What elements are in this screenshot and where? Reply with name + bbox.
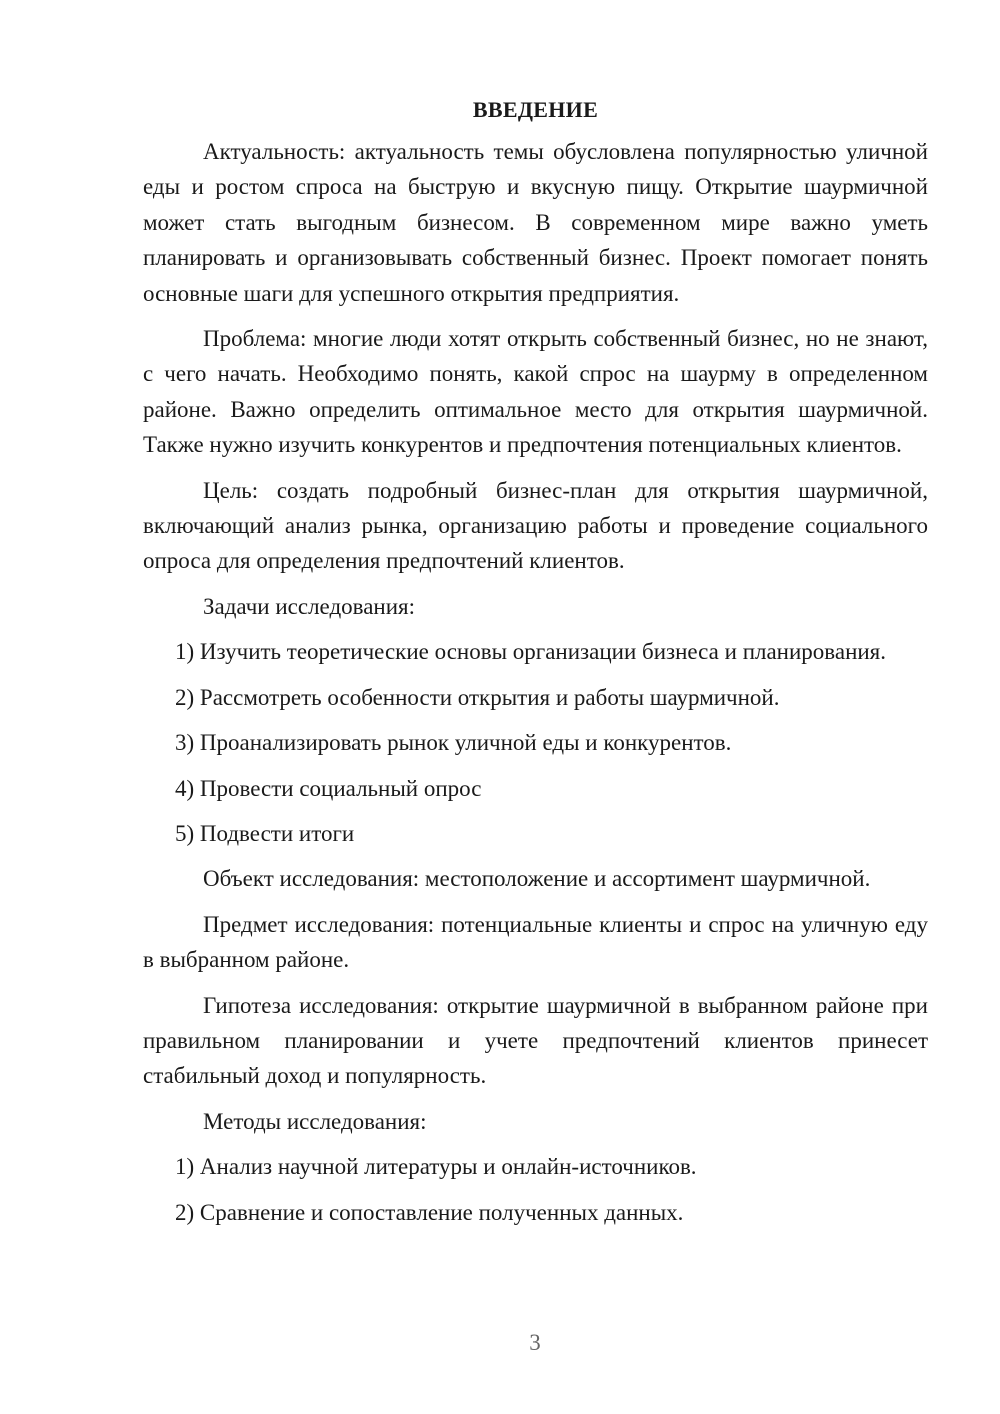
- object-paragraph: Объект исследования: местоположение и ассортимент шаурмичной.: [203, 866, 871, 892]
- task-item-4: 4) Провести социальный опрос: [175, 775, 482, 801]
- goal-paragraph: Цель: создать подробный бизнес-план для открытия шаурмичной, включающий анализ рынка, организацию работы и проведение социального опроса для определения предпочтений клиентов.: [143, 477, 928, 574]
- document-page: [143, 90, 928, 1240]
- relevance-paragraph: Актуальность: актуальность темы обусловлена популярностью уличной еды и ростом спроса на быструю и вкусную пищу. Открытие шаурмичной может стать выгодным бизнесом. В современном мире важно уметь планировать и организовывать собственный бизнес. Проект помогает понять основные шаги для успешного открытия предприятия.: [143, 139, 928, 306]
- task-item-3: 3) Проанализировать рынок уличной еды и конкурентов.: [175, 730, 732, 756]
- section-title: ВВЕДЕНИЕ: [472, 97, 599, 122]
- subject-paragraph: Предмет исследования: потенциальные клиенты и спрос на уличную еду в выбранном районе.: [143, 911, 928, 973]
- page-number: 3: [529, 1330, 541, 1355]
- problem-paragraph: Проблема: многие люди хотят открыть собственный бизнес, но не знают, с чего начать. Необходимо понять, какой спрос на шаурму в определенном районе. Важно определить оптимальное место для открытия шаурмичной. Также нужно изучить конкурентов и предпочтения потенциальных клиентов.: [143, 326, 928, 458]
- hypothesis-paragraph: Гипотеза исследования: открытие шаурмичной в выбранном районе при правильном планировании и учете предпочтений клиентов принесет стабильный доход и популярность.: [143, 992, 928, 1089]
- task-item-5: 5) Подвести итоги: [175, 820, 355, 846]
- tasks-heading: Задачи исследования:: [203, 593, 416, 619]
- method-item-1: 1) Анализ научной литературы и онлайн-источников.: [175, 1154, 697, 1180]
- task-item-1: 1) Изучить теоретические основы организации бизнеса и планирования.: [175, 639, 887, 665]
- task-item-2: 2) Рассмотреть особенности открытия и работы шаурмичной.: [175, 684, 780, 710]
- method-item-2: 2) Сравнение и сопоставление полученных данных.: [175, 1199, 684, 1225]
- methods-heading: Методы исследования:: [203, 1108, 427, 1134]
